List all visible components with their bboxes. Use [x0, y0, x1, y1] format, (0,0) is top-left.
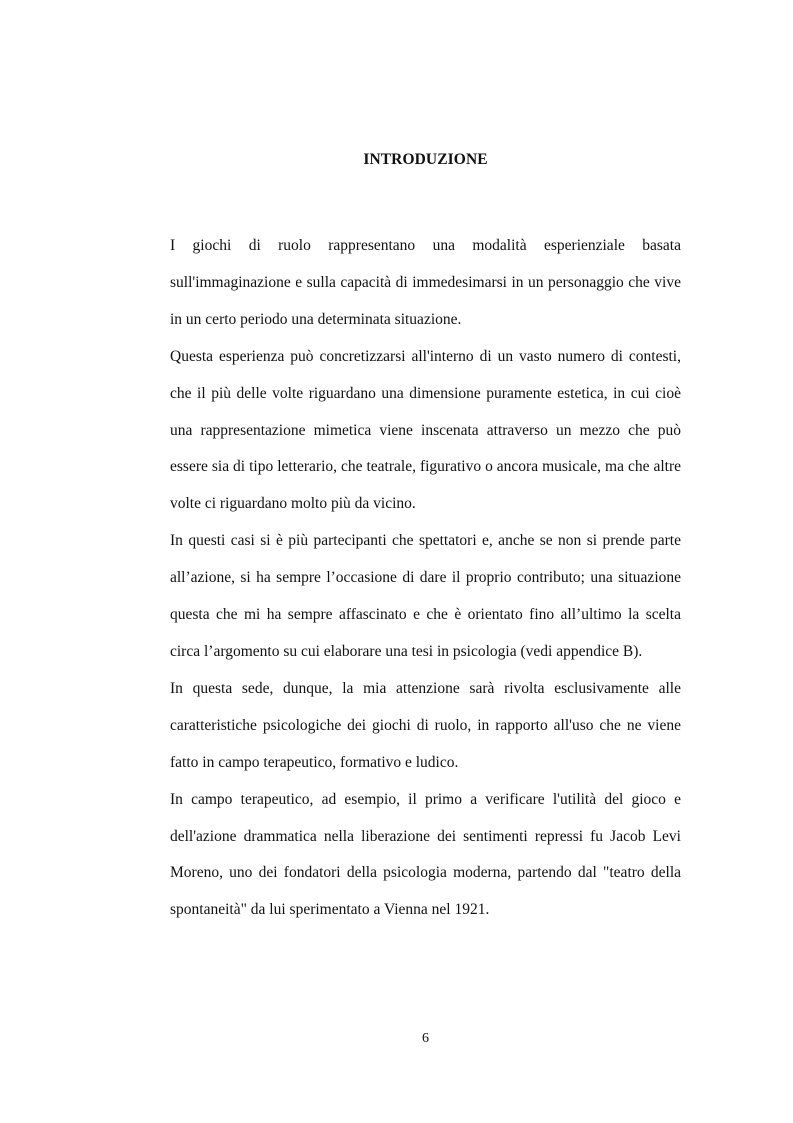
- page-number: 6: [422, 1031, 429, 1046]
- body-text: [170, 228, 681, 929]
- paragraph-5: In campo terapeutico, ad esempio, il primo a verificare l'utilità del gioco e dell'azione drammatica nella liberazione dei sentimenti repressi fu Jacob Levi Moreno, uno dei fondatori della psicologia moderna, partendo dal "teatro della spontaneità" da lui sperimentato a Vienna nel 1921.: [170, 790, 681, 919]
- paragraph-3: In questi casi si è più partecipanti che spettatori e, anche se non si prende parte all’azione, si ha sempre l’occasione di dare il proprio contributo; una situazione questa che mi ha sempre affascinato e che è orientato fino all’ultimo la scelta circa l’argomento su cui elaborare una tesi in psicologia (vedi appendice B).: [170, 532, 681, 660]
- paragraph-1: I giochi di ruolo rappresentano una modalità esperienziale basata sull'immaginazione e sulla capacità di immedesimarsi in un personaggio che vive in un certo periodo una determinata situazione.: [170, 237, 681, 328]
- page-title: INTRODUZIONE: [363, 151, 488, 168]
- paragraph-2: Questa esperienza può concretizzarsi all'interno di un vasto numero di contesti, che il più delle volte riguardano una dimensione puramente estetica, in cui cioè una rappresentazione mimetica viene inscenata attraverso un mezzo che può essere sia di tipo letterario, che teatrale, figurativo o ancora musicale, ma che altre volte ci riguardano molto più da vicino.: [170, 347, 681, 513]
- paragraph-4: In questa sede, dunque, la mia attenzione sarà rivolta esclusivamente alle caratteristiche psicologiche dei giochi di ruolo, in rapporto all'uso che ne viene fatto in campo terapeutico, formativo e ludico.: [170, 679, 681, 771]
